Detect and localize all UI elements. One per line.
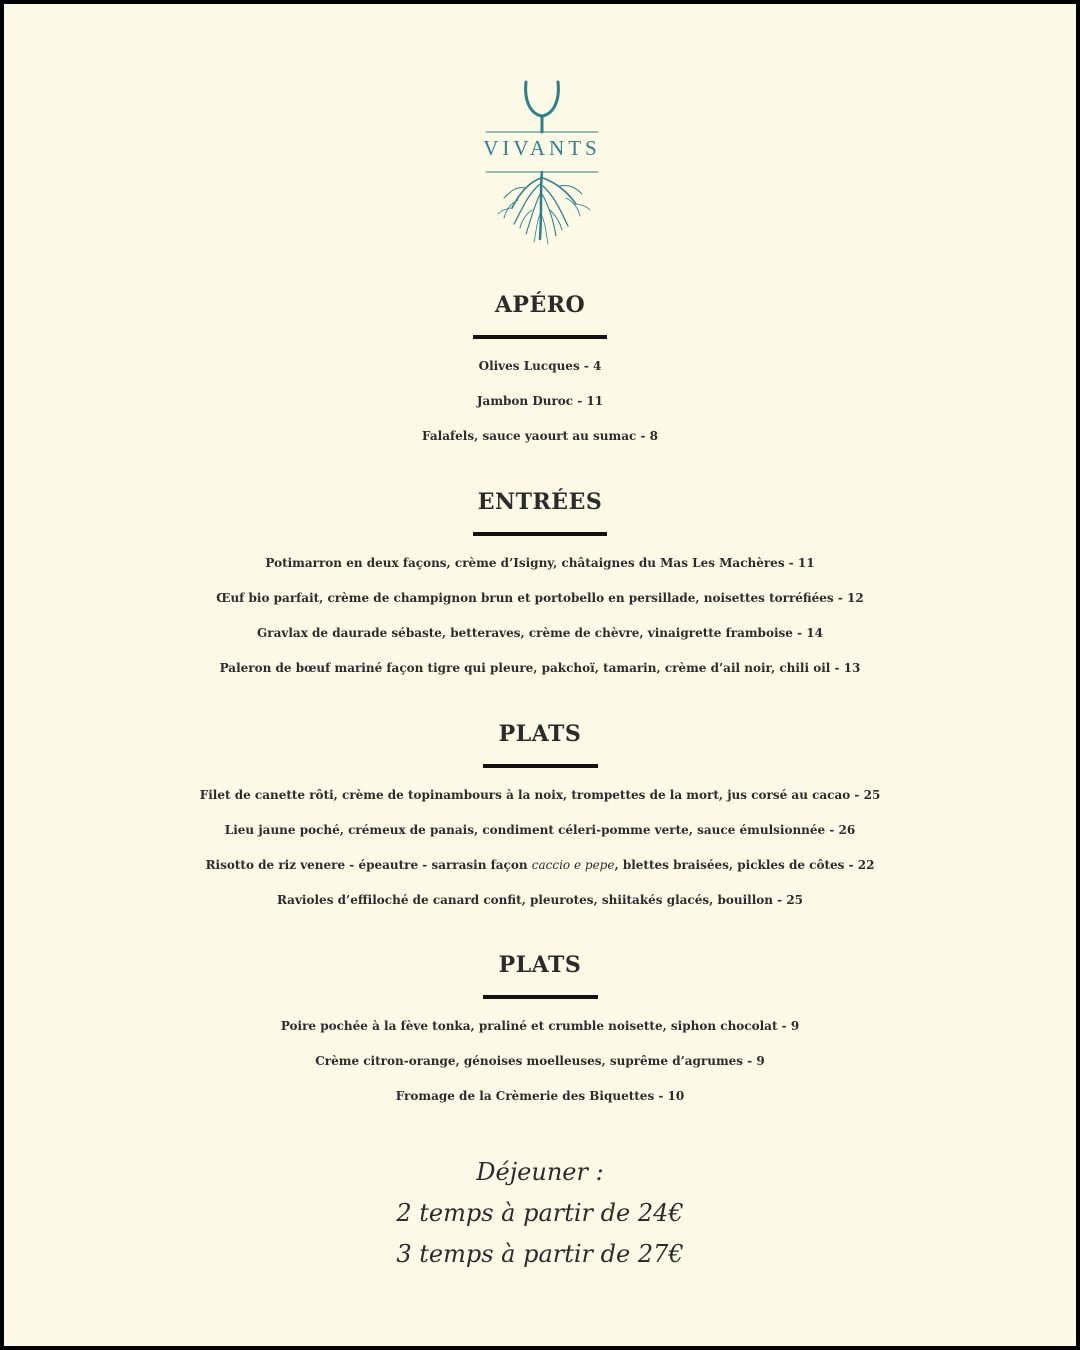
wine-glass-roots-icon xyxy=(480,74,604,249)
risotto-italic: caccio e pepe xyxy=(531,858,615,872)
menu-item: Poire pochée à la fève tonka, praliné et crumble noisette, siphon chocolat - 9 xyxy=(280,1019,800,1033)
vivants-logo xyxy=(480,74,604,249)
menu-item: Potimarron en deux façons, crème d’Isigny, châtaignes du Mas Les Machères - 11 xyxy=(265,556,815,570)
section-title-desserts: PLATS xyxy=(498,952,582,978)
menu-page xyxy=(4,4,1076,1346)
dessert-items xyxy=(4,1009,1076,1114)
menu-item-risotto xyxy=(4,848,1076,883)
brand-name: VIVANTS xyxy=(483,136,601,160)
menu-item: Jambon Duroc - 11 xyxy=(476,394,604,408)
menu-item: Œuf bio parfait, crème de champignon brun et portobello en persillade, noisettes torréfiées - 12 xyxy=(216,591,864,605)
risotto-text-end: , blettes braisées, pickles de côtes - 22 xyxy=(614,858,875,872)
section-title-plats: PLATS xyxy=(498,721,582,747)
plats-items xyxy=(4,778,1076,918)
section-divider xyxy=(483,995,598,999)
lunch-line: 3 temps à partir de 27€ xyxy=(396,1240,684,1268)
menu-item: Fromage de la Crèmerie des Biquettes - 10 xyxy=(395,1089,685,1103)
section-divider xyxy=(473,335,607,339)
entrees-items xyxy=(4,546,1076,686)
menu-item: Olives Lucques - 4 xyxy=(478,359,602,373)
menu-item: Paleron de bœuf mariné façon tigre qui pleure, pakchoï, tamarin, crème d’ail noir, chili oil - 13 xyxy=(219,661,861,675)
risotto-text: Risotto de riz venere - épeautre - sarrasin façon xyxy=(205,858,532,872)
apero-items xyxy=(4,349,1076,454)
section-divider xyxy=(473,532,607,536)
section-title-apero: APÉRO xyxy=(494,292,586,318)
section-divider xyxy=(483,764,598,768)
section-title-entrees: ENTRÉES xyxy=(477,489,603,515)
menu-item: Gravlax de daurade sébaste, betteraves, crème de chèvre, vinaigrette framboise - 14 xyxy=(257,626,823,640)
lunch-line: 2 temps à partir de 24€ xyxy=(396,1199,684,1227)
menu-item: Ravioles d’effiloché de canard confit, pleurotes, shiitakés glacés, bouillon - 25 xyxy=(276,893,804,907)
menu-item: Crème citron-orange, génoises moelleuses, suprême d’agrumes - 9 xyxy=(315,1054,765,1068)
menu-item: Lieu jaune poché, crémeux de panais, condiment céleri-pomme verte, sauce émulsionnée - 26 xyxy=(224,823,856,837)
lunch-title: Déjeuner : xyxy=(476,1158,604,1186)
lunch-offer xyxy=(4,1152,1076,1275)
menu-item: Falafels, sauce yaourt au sumac - 8 xyxy=(422,429,658,443)
menu-item: Filet de canette rôti, crème de topinambours à la noix, trompettes de la mort, jus corsé au cacao - 25 xyxy=(199,788,881,802)
